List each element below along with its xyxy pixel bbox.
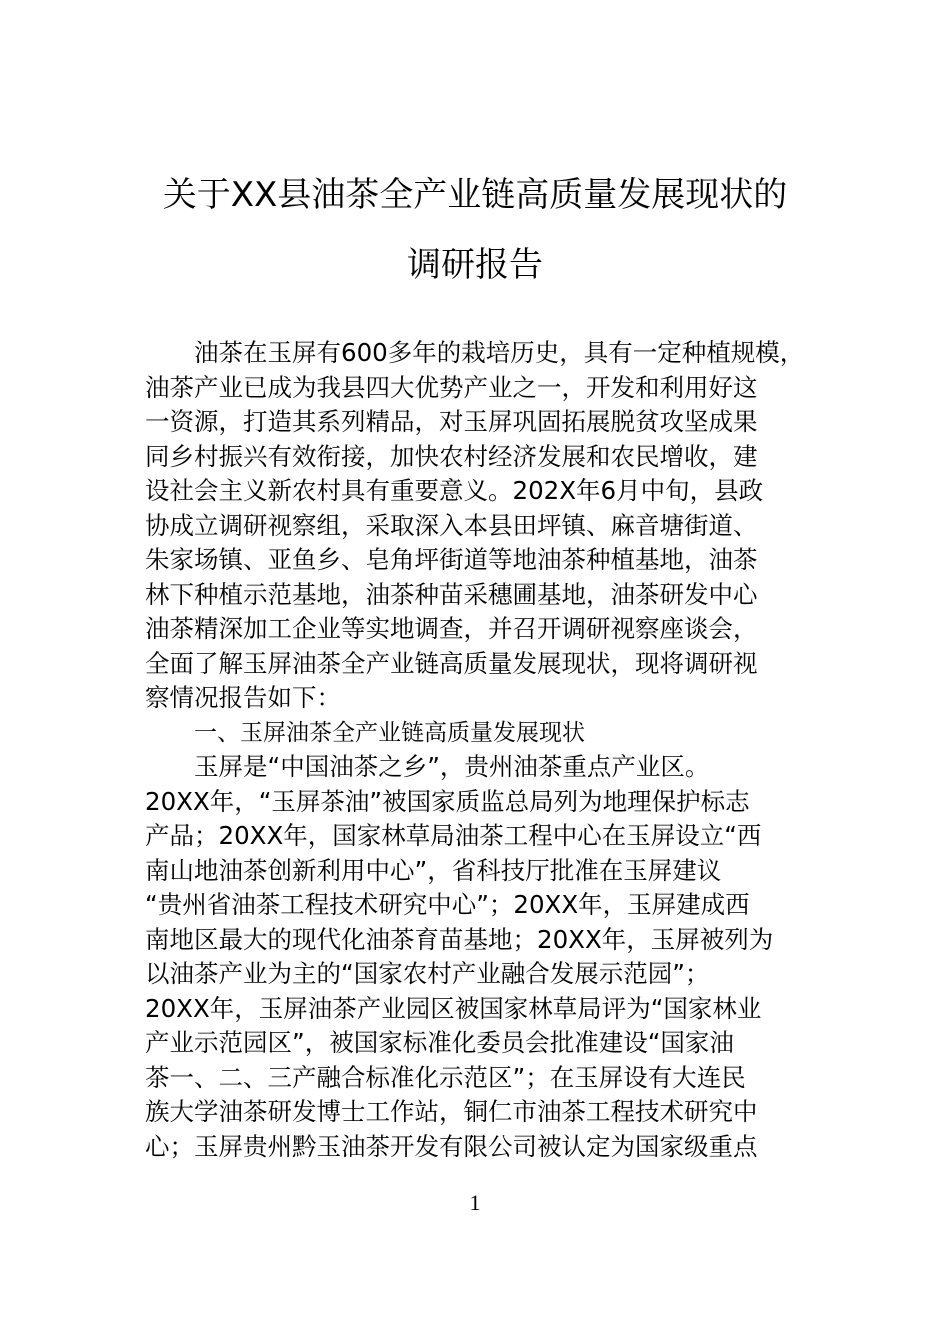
paragraph-1-line: 油茶精深加工企业等实地调查，并召开调研视察座谈会， [145, 614, 758, 643]
paragraph-1-line: 全面了解玉屏油茶全产业链高质量发展现状，现将调研视 [145, 648, 758, 678]
paragraph-2-line: 南地区最大的现代化油茶育苗基地；20XX年，玉屏被列为 [145, 924, 774, 954]
paragraph-1-line: 油茶在玉屏有600多年的栽培历史，具有一定种植规模， [194, 338, 805, 367]
paragraph-2-line: 产业示范园区”，被国家标准化委员会批准建设“国家油 [145, 1028, 734, 1057]
paragraph-2-line: 20XX年，“玉屏茶油”被国家质监总局列为地理保护标志 [145, 786, 750, 816]
paragraph-2-line: 族大学油茶研发博士工作站，铜仁市油茶工程技术研究中 [145, 1097, 758, 1126]
paragraph-1-line: 同乡村振兴有效衔接，加快农村经济发展和农民增收，建 [145, 441, 758, 471]
report-title-line-2: 调研报告 [407, 245, 543, 285]
report-body [145, 336, 835, 1164]
paragraph-1-line: 协成立调研视察组，采取深入本县田坪镇、麻音塘街道、 [145, 510, 758, 540]
paragraph-1-line: 一资源，打造其系列精品，对玉屏巩固拓展脱贫攻坚成果 [145, 407, 758, 436]
paragraph-1-line: 朱家场镇、亚鱼乡、皂角坪街道等地油茶种植基地，油茶 [145, 545, 758, 574]
section-heading: 一、玉屏油茶全产业链高质量发展现状 [194, 719, 585, 746]
paragraph-2-line: 以油茶产业为主的“国家农村产业融合发展示范园”； [145, 959, 710, 988]
paragraph-2-line: 玉屏是“中国油茶之乡”，贵州油茶重点产业区。 [194, 752, 710, 781]
paragraph-1-line: 设社会主义新农村具有重要意义。202X年6月中旬，县政 [145, 476, 764, 505]
paragraph-2-line: 心；玉屏贵州黔玉油茶开发有限公司被认定为国家级重点 [145, 1131, 758, 1161]
paragraph-1-line: 林下种植示范基地，油茶种苗采穗圃基地，油茶研发中心 [145, 579, 758, 609]
paragraph-2-line: 茶一、二、三产融合标准化示范区”；在玉屏设有大连民 [145, 1062, 746, 1092]
paragraph-2-line: 产品；20XX年，国家林草局油茶工程中心在玉屏设立“西 [145, 821, 762, 850]
paragraph-2-line: “贵州省油茶工程技术研究中心”；20XX年，玉屏建成西 [145, 890, 750, 919]
paragraph-1-line: 油茶产业已成为我县四大优势产业之一，开发和利用好这 [145, 372, 758, 402]
paragraph-2-line: 南山地油茶创新利用中心”，省科技厅批准在玉屏建议 [145, 855, 722, 885]
page-number: 1 [469, 1190, 481, 1215]
report-title-line-1: 关于XX县油茶全产业链高质量发展现状的 [162, 175, 788, 215]
paragraph-1-line: 察情况报告如下： [145, 683, 341, 712]
paragraph-2-line: 20XX年，玉屏油茶产业园区被国家林草局评为“国家林业 [145, 993, 762, 1023]
